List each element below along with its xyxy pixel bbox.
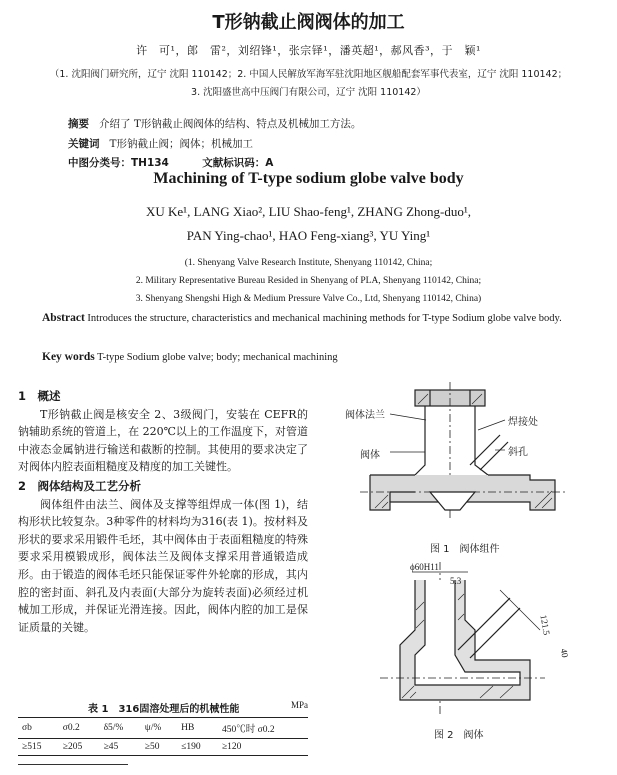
affiliation-en-1: (1. Shenyang Valve Research Institute, Shenyang 110142, China; [184,258,433,268]
label-weld: 焊接处 [508,417,538,428]
keywords-en-label: Key words [42,351,95,363]
section-1-heading: 1 概述 [18,389,61,403]
keywords-cn-label: 关键词 [68,138,100,150]
table-1 [18,700,308,756]
figure-1-caption: 图 1 阀体组件 [430,544,500,555]
table-unit: MPa [290,700,308,710]
affiliation-cn-2: 3. 沈阳盛世高中压阀门有限公司，辽宁 沈阳 110142） [191,87,426,98]
clc-number: 中图分类号：TH134 [68,157,169,169]
table-header: δ5/% [103,723,124,733]
table-cell: ≥515 [22,742,42,752]
affiliation-cn-1: （1. 沈阳阀门研究所，辽宁 沈阳 110142；2. 中国人民解放军海军驻沈阳地区舰船配套军事代表室，辽宁 沈阳 110142； [49,69,568,80]
figure-2-caption: 图 2 阀体 [434,730,484,741]
classification-line [68,155,273,170]
affiliation-en-3: 3. Shenyang Shengshi High & Medium Pressure Valve Co., Ltd, Shenyang 110142, China) [135,294,482,304]
abstract-cn-text: 介绍了 T形钠截止阀阀体的结构、特点及机械加工方法。 [99,118,362,130]
abstract-cn-label: 摘要 [68,118,89,130]
document-code: 文献标识码：A [202,157,274,169]
abstract-en [42,309,582,328]
affiliation-en-2: 2. Military Representative Bureau Resided in Shenyang of PLA, Shenyang 110142, China; [135,276,482,286]
table-header: 450℃时 σ0.2 [221,725,275,735]
label-hole: 斜孔 [508,447,528,458]
table-cell: ≥45 [103,742,119,752]
table-row [18,739,308,756]
table-header: σb [22,723,32,733]
keywords-cn [68,136,253,151]
table-cell: ≥120 [221,742,242,752]
dimension-bore: ϕ60H11 [410,562,439,572]
authors-cn: 许 可¹，郎 雷²，刘绍锋¹，张宗铎¹，潘英超¹，郝风香³，于 颖¹ [136,44,481,57]
keywords-en-text: T-type Sodium globe valve; body; mechanical machining [97,352,338,363]
section-2-heading: 2 阀体结构及工艺分析 [18,478,142,493]
table-header: HB [181,723,195,733]
dimension-length: 121.5 [538,614,552,636]
section-1-paragraph: T形钠截止阀是核安全 2、3级阀门，安装在 CEFR的钠辅助系统的管道上，在 220℃以上的工作温度下，对管道中液态金属钠进行输送和截断的控制。其使用的要求决定了对阀体内腔表面粗糙度及精度的加工关键性。 [18,407,308,474]
section-2-paragraph: 阀体组件由法兰、阀体及支撑等组焊成一体(图 1)，结构形状比较复杂。3种零件的材料均为316(表 1)。按材料及形状的要求采用锻件毛坯，其中阀体由于表面粗糙度的特殊要求采用模锻成形，阀体法兰及阀体支撑采用普通锻造成形。由于锻造的阀体毛坯只能保证零件外轮廓的形成，其内腔的密封面、斜孔及内表面(大部分为旋转表面)必须经过机械加工形成，并保证光滑连接。因此，阀体内腔的加工是保证质量的关键。 [18,497,308,634]
authors-en-1: XU Ke¹, LANG Xiao², LIU Shao-feng¹, ZHANG Zhong-duo¹, [146,204,471,219]
table-header-row [18,718,308,739]
abstract-en-label: Abstract [42,312,85,324]
title-en: Machining of T-type sodium globe valve body [153,170,464,187]
dimension-height: 40 [558,647,571,659]
table-cell: ≥50 [144,742,160,752]
abstract-en-text: Introduces the structure, characteristics and mechanical machining methods for T-type Sodium globe valve body. [87,313,562,324]
keywords-cn-text: T形钠截止阀；阀体；机械加工 [109,138,254,150]
label-flange: 阀体法兰 [345,410,385,421]
figure-2-drawing [380,560,580,720]
table-cell: ≥205 [62,742,83,752]
table-header: ψ/% [144,723,162,733]
dimension-offset: 5.3 [450,576,462,586]
table-cell: ≤190 [181,742,201,752]
abstract-cn [68,116,361,131]
table-header: σ0.2 [62,723,80,733]
label-body: 阀体 [360,450,380,461]
properties-table [18,718,308,755]
footnote-rule [18,764,128,765]
keywords-en [42,348,582,367]
body-column [18,388,308,636]
table-title: 表 1 316固溶处理后的机械性能 [88,704,240,715]
authors-en-2: PAN Ying-chao¹, HAO Feng-xiang³, YU Ying¹ [186,228,431,243]
title-cn: T形钠截止阀阀体的加工 [212,12,405,33]
